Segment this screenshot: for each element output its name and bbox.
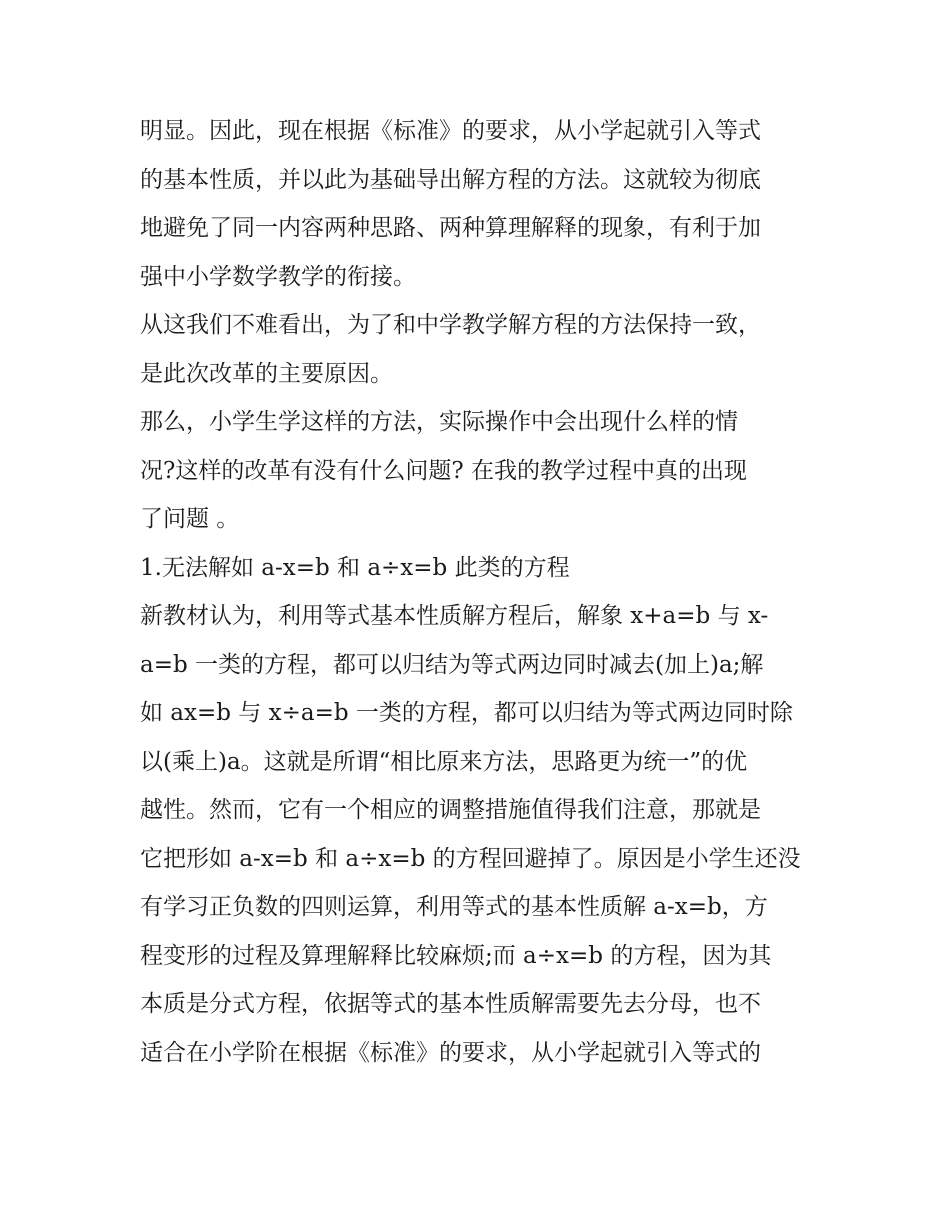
text-line: 本质是分式方程，依据等式的基本性质解需要先去分母，也不 bbox=[140, 991, 761, 1017]
text-line: 是此次改革的主要原因。 bbox=[140, 360, 393, 387]
text-line: 强中小学数学教学的衔接。 bbox=[140, 263, 416, 290]
text-line: 新教材认为，利用等式基本性质解方程后，解象 x+a=b 与 x- bbox=[140, 603, 769, 629]
text-line: 以(乘上)a。这就是所谓“相比原来方法，思路更为统一”的优 bbox=[140, 748, 748, 775]
text-line: 明显。因此，现在根据《标准》的要求，从小学起就引入等式 bbox=[140, 118, 761, 144]
text-line: 有学习正负数的四则运算，利用等式的基本性质解 a-x=b，方 bbox=[140, 894, 768, 920]
section-heading: 1.无法解如 a-x=b 和 a÷x=b 此类的方程 bbox=[140, 554, 570, 581]
text-line: a=b 一类的方程，都可以归结为等式两边同时减去(加上)a;解 bbox=[140, 651, 764, 678]
document-body bbox=[140, 107, 830, 1077]
text-line: 程变形的过程及算理解释比较麻烦;而 a÷x=b 的方程，因为其 bbox=[140, 942, 772, 969]
text-line: 那么，小学生学这样的方法，实际操作中会出现什么样的情 bbox=[140, 409, 738, 435]
text-line: 地避免了同一内容两种思路、两种算理解释的现象，有利于加 bbox=[140, 215, 761, 241]
text-line: 从这我们不难看出，为了和中学教学解方程的方法保持一致， bbox=[140, 312, 761, 338]
text-line: 越性。然而，它有一个相应的调整措施值得我们注意，那就是 bbox=[140, 797, 761, 823]
text-line: 它把形如 a-x=b 和 a÷x=b 的方程回避掉了。原因是小学生还没 bbox=[140, 845, 801, 872]
text-line: 如 ax=b 与 x÷a=b 一类的方程，都可以归结为等式两边同时除 bbox=[140, 700, 793, 726]
text-line: 适合在小学阶在根据《标准》的要求，从小学起就引入等式的 bbox=[140, 1039, 761, 1066]
text-line: 况?这样的改革有没有什么问题? 在我的教学过程中真的出现 bbox=[140, 457, 747, 484]
text-line: 的基本性质，并以此为基础导出解方程的方法。这就较为彻底 bbox=[140, 166, 761, 193]
text-line: 了问题 。 bbox=[140, 506, 240, 532]
